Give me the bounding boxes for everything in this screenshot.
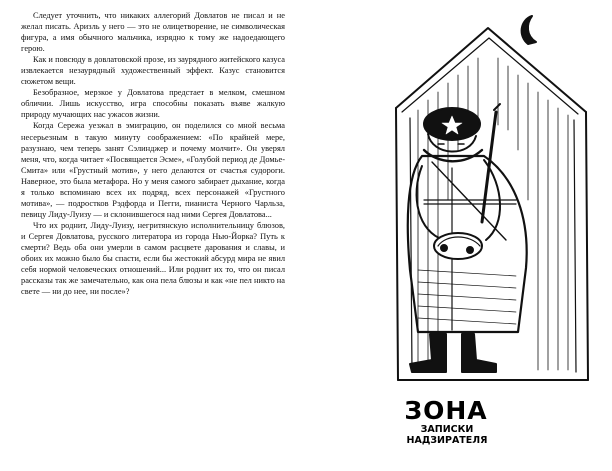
booth-roof (396, 28, 586, 112)
booth-right-inner (574, 120, 576, 372)
booth-left-inner (410, 118, 412, 372)
right-page (306, 0, 612, 471)
paragraph: Когда Сережа уезжал в эмиграцию, он поделился со мной весьма несерьезным в такую минуту соображением: «По крайней мере, разузнаю, чем теперь занят Сэлинджер и почему молчит». Он уверял меня, что, когда читает «Посвящается Эсме», «Голубой период де Домье-Смита» или «Грустный мотив», у него делаются от счастья судороги. Наверное, это была метафора. Но у меня самого забирает дыхание, когда я только вспоминаю всех их подряд, всех персонажей «Грустного мотива», — подростков Рэдфорда и Пегги, пианиста Черного Чарльза, певицу Лиду-Луизу — и склонившегося над ними Сергея Довлатова... (21, 121, 285, 219)
paragraph: Следует уточнить, что никаких аллегорий Довлатов не писал и не желал писать. Аризль у него — это не олицетворение, не символическая фигура, а имя обычного мальчика, изрядно к тому же надоедающего герою. (21, 11, 285, 54)
book-title: ЗОНА (404, 396, 488, 425)
essay-text (21, 10, 285, 297)
paragraph: Как и повсюду в довлатовской прозе, из заурядного житейского казуса извлекается незаурядный художественный эффект. Казус становится сюжетом вещи. (21, 55, 285, 87)
booth-right-wall (586, 112, 588, 380)
moon (522, 16, 536, 44)
paragraph: Что их роднит, Лиду-Луизу, негритянскую исполнительницу блюзов, и Сергея Довлатова, русского литератора из города Нью-Йорка? Путь к смерти? Ведь оба они умерли в самом расцвете дарования и славы, и обоих их можно было бы спасти, если бы жестокий абсурд мира не явил себя нормой человеческих отношений... Или роднит их то, что он писал рассказы так же замечательно, как она пела блюзы и как «не пел никто на свете — ни до нее, ни после»? (21, 220, 285, 297)
paragraph: Безобразное, мерзкое у Довлатова предстает в мелком, смешном обличии. Лишь искусство, игра способны показать въяве жалкую природу мучающих нас ужасов жизни. (21, 88, 285, 120)
booth-left-wall (396, 108, 398, 380)
book-subtitle: ЗАПИСКИ НАДЗИРАТЕЛЯ (406, 424, 488, 446)
left-arm (417, 166, 444, 240)
right-boot (462, 334, 496, 372)
